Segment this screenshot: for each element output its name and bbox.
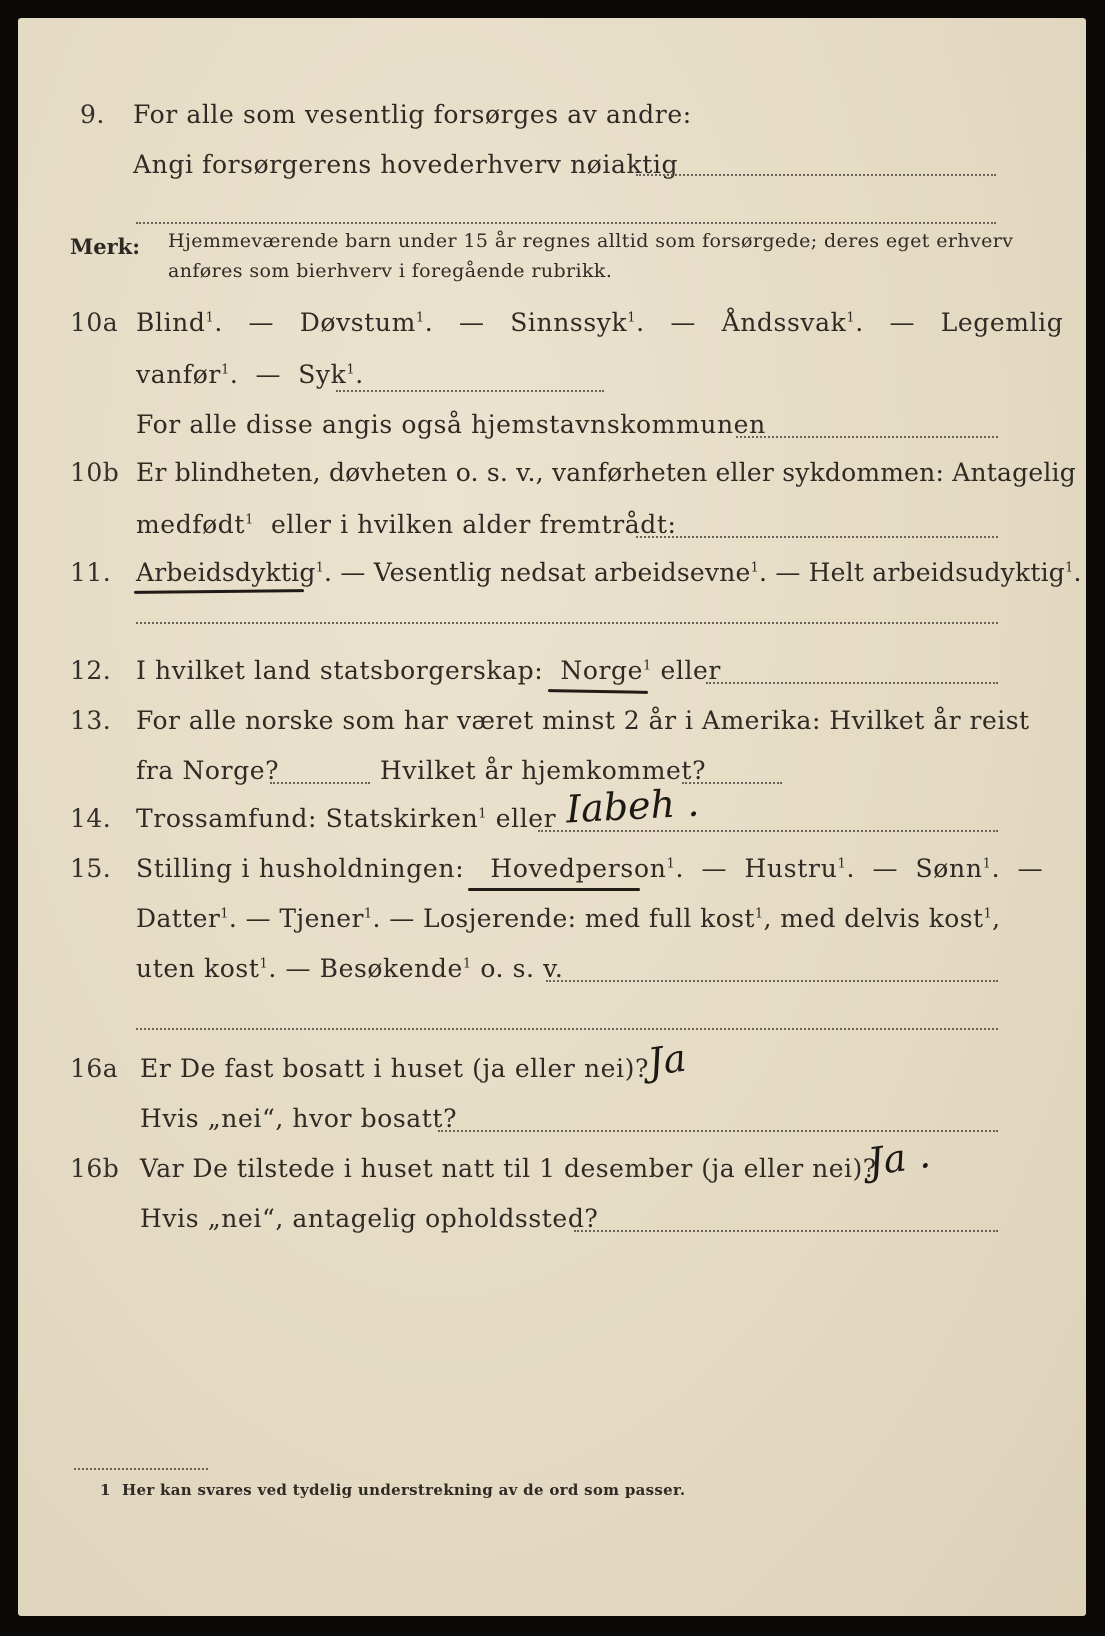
q10a-options-line-1: Blind$^1$. — Døvstum$^1$. — Sinnssyk$^1$. — Åndssvak$^1$. — Legemlig <box>136 308 1064 337</box>
q13-question-line-1: For alle norske som har været minst 2 år i Amerika: Hvilket år reist <box>136 706 1030 735</box>
q16b-whereabouts-label: Hvis „nei“, antagelig opholdssted? <box>140 1204 599 1233</box>
option-sonn[interactable]: Sønn <box>915 854 983 883</box>
option-losjerende-full-kost[interactable]: Losjerende: med full kost <box>422 904 755 933</box>
q16b-answer-line[interactable] <box>574 1230 998 1232</box>
option-legemlig[interactable]: Legemlig <box>940 308 1064 337</box>
option-besokende[interactable]: Besøkende <box>319 954 463 983</box>
q13-year-left-line[interactable] <box>270 782 370 784</box>
option-dovstum[interactable]: Døvstum <box>299 308 416 337</box>
q14-answer-line[interactable] <box>538 830 998 832</box>
q15-answer-line-2[interactable] <box>136 1028 998 1030</box>
q10a-options-line-2: vanfør$^1$. — Syk$^1$. <box>136 360 364 389</box>
option-sinnssyk[interactable]: Sinnssyk <box>510 308 628 337</box>
q13-hjemkommet-label: Hvilket år hjemkommet? <box>380 756 707 785</box>
q13-fra-norge-label: fra Norge? <box>136 756 280 785</box>
q13-number: 13. <box>70 706 112 735</box>
option-arbeidsdyktig[interactable]: Arbeidsdyktig <box>136 558 316 587</box>
option-norge[interactable]: Norge <box>560 656 644 685</box>
q9-answer-line-1[interactable] <box>636 174 996 176</box>
q9-number: 9. <box>80 100 105 129</box>
option-statskirken[interactable]: Trossamfund: Statskirken <box>136 804 479 833</box>
option-syk[interactable]: Syk <box>298 360 347 389</box>
option-blind[interactable]: Blind <box>136 308 206 337</box>
q14-number: 14. <box>70 804 112 833</box>
q10a-home-municipality-line[interactable] <box>736 436 998 438</box>
q16a-answer-line[interactable] <box>438 1130 998 1132</box>
q10b-question-line-1: Er blindheten, døvheten o. s. v., vanførheten eller sykdommen: Antagelig <box>136 458 1076 487</box>
merk-text-line-1: Hjemmeværende barn under 15 år regnes alltid som forsørgede; deres eget erhverv <box>168 230 1014 252</box>
footnote-number: 1 <box>100 1481 111 1499</box>
option-hustru[interactable]: Hustru <box>744 854 838 883</box>
footnote-separator <box>74 1468 208 1470</box>
q15-options-line-2: Datter$^1$. — Tjener$^1$. — Losjerende: med full kost$^1$, med delvis kost$^1$, <box>136 904 1001 933</box>
merk-text-line-2: anføres som bierhverv i foregående rubrikk. <box>168 260 613 282</box>
q16a-question: Er De fast bosatt i huset (ja eller nei)? <box>140 1054 649 1083</box>
option-andssvak[interactable]: Åndssvak <box>721 308 847 337</box>
q10b-question-line-2: medfødt$^1$ eller i hvilken alder fremtrådt: <box>136 510 677 539</box>
hovedperson-underline-mark <box>468 888 640 891</box>
arbeidsdyktig-underline-mark <box>134 589 304 594</box>
census-form-page <box>18 18 1086 1616</box>
q9-question: For alle som vesentlig forsørges av andre: <box>133 100 692 129</box>
q9-answer-line-2[interactable] <box>136 222 996 224</box>
q11-number: 11. <box>70 558 112 587</box>
q12-question: I hvilket land statsborgerskap: Norge$^1$ eller <box>136 656 721 685</box>
q14-handwritten-answer: Iabeh . <box>564 780 701 832</box>
q10b-number: 10b <box>70 458 120 487</box>
footnote-text: Her kan svares ved tydelig understrekning av de ord som passer. <box>122 1481 686 1499</box>
option-medfodt[interactable]: medfødt <box>136 510 246 539</box>
q15-number: 15. <box>70 854 112 883</box>
q12-number: 12. <box>70 656 112 685</box>
option-nedsat-arbeidsevne[interactable]: Vesentlig nedsat arbeidsevne <box>373 558 751 587</box>
q15-answer-line-1[interactable] <box>546 980 998 982</box>
option-tjener[interactable]: Tjener <box>279 904 364 933</box>
option-datter[interactable]: Datter <box>136 904 221 933</box>
q10a-home-municipality-label: For alle disse angis også hjemstavnskommunen <box>136 410 766 439</box>
q16a-handwritten-answer: Ja <box>645 1035 689 1085</box>
merk-label: Merk: <box>70 234 140 259</box>
q15-options-line-3: uten kost$^1$. — Besøkende$^1$ o. s. v. <box>136 954 564 983</box>
q16b-number: 16b <box>70 1154 120 1183</box>
q16a-number: 16a <box>70 1054 119 1083</box>
q10b-answer-line[interactable] <box>636 536 998 538</box>
option-vanfor[interactable]: vanfør <box>136 360 221 389</box>
q16a-where-label: Hvis „nei“, hvor bosatt? <box>140 1104 458 1133</box>
q14-question: Trossamfund: Statskirken$^1$ eller <box>136 804 557 833</box>
q12-answer-line[interactable] <box>706 682 998 684</box>
q15-options-line-1: Stilling i husholdningen: Hovedperson$^1$. — Hustru$^1$. — Sønn$^1$. — <box>136 854 1044 883</box>
q10a-number: 10a <box>70 308 119 337</box>
q16b-question: Var De tilstede i huset natt til 1 desember (ja eller nei)? <box>140 1154 877 1183</box>
q11-options: Arbeidsdyktig$^1$. — Vesentlig nedsat arbeidsevne$^1$. — Helt arbeidsudyktig$^1$. <box>136 558 1082 587</box>
option-helt-arbeidsudyktig[interactable]: Helt arbeidsudyktig <box>808 558 1065 587</box>
q10a-answer-line[interactable] <box>336 390 604 392</box>
option-delvis-kost[interactable]: med delvis kost <box>780 904 984 933</box>
q11-answer-line[interactable] <box>136 622 998 624</box>
norge-underline-mark <box>548 689 648 694</box>
option-hovedperson[interactable]: Hovedperson <box>490 854 667 883</box>
q9-provider-occupation-label: Angi forsørgerens hovederhverv nøiaktig <box>133 150 679 179</box>
option-uten-kost[interactable]: uten kost <box>136 954 260 983</box>
q16b-handwritten-answer: Ja . <box>865 1131 933 1185</box>
